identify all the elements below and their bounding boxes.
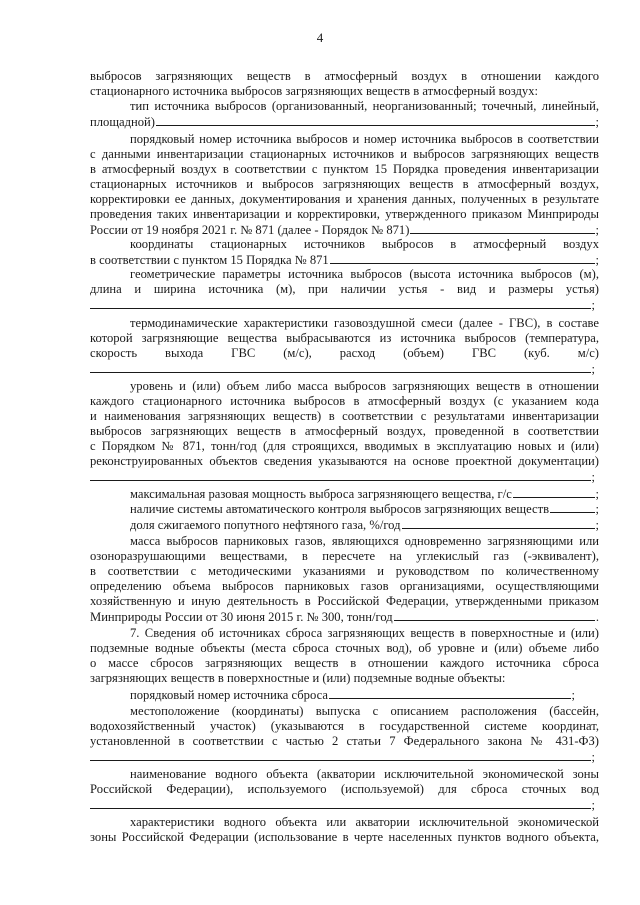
fill-line <box>90 609 599 624</box>
text-line: хозяйственную и иную деятельность в Российской Федерации, утвержденными приказом <box>90 594 599 608</box>
text-line: реконструированных объектов сведения указываются на основе проектной документации) <box>90 454 599 468</box>
text-line: установленной в соответствии с частью 2 статьи 7 Федерального закона № 431-ФЗ) <box>90 734 599 748</box>
text-line: 7. Сведения об источниках сброса загрязняющих веществ в поверхностные и (или) <box>130 626 599 640</box>
blank-underline <box>402 517 595 529</box>
semicolon: ; <box>595 518 599 532</box>
semicolon: ; <box>595 502 599 516</box>
text-line: Российской Федерации), используемого (используемой) для сброса сточных вод <box>90 782 599 796</box>
text-line: проведения таких инвентаризации и корректировки, утвержденного приказом Минприроды <box>90 207 599 221</box>
blank-underline <box>156 114 595 126</box>
fill-line <box>130 687 575 702</box>
blank-line <box>90 469 595 484</box>
text-line: выбросов загрязняющих веществ в атмосферный воздух, проведенной в соответствии <box>90 424 599 438</box>
text-line: площадной) <box>90 115 155 129</box>
semicolon: ; <box>591 798 595 812</box>
text-line: стационарных источников и выбросов загрязняющих веществ в атмосферный воздух, <box>90 177 599 191</box>
semicolon: ; <box>595 487 599 501</box>
fill-line <box>130 486 599 501</box>
blank-underline <box>90 469 591 481</box>
fill-line <box>130 501 599 516</box>
fill-line <box>90 252 599 267</box>
blank-underline <box>90 797 591 809</box>
fill-line <box>90 114 599 129</box>
semicolon: ; <box>591 362 595 376</box>
text-line: России от 19 ноября 2021 г. № 871 (далее - Порядок № 871) <box>90 223 410 237</box>
text-line: подземные водные объекты (места сброса сточных вод), об уровне и (или) объеме либо <box>90 641 599 655</box>
text-line: скорость выхода ГВС (м/с), расход (объем) ГВС (куб. м/с) <box>90 346 599 360</box>
text-line: наименование водного объекта (акватории исключительной экономической зоны <box>130 767 599 781</box>
text-line: наличие системы автоматического контроля выбросов загрязняющих веществ <box>130 502 550 516</box>
semicolon: ; <box>591 470 595 484</box>
text-line: в соответствии с методическими указаниями и руководством по количественному <box>90 564 599 578</box>
blank-underline <box>330 252 595 264</box>
text-line: и наименования загрязняющих веществ) в соответствии с результатами инвентаризации <box>90 409 599 423</box>
text-line: максимальная разовая мощность выброса загрязняющего вещества, г/с <box>130 487 512 501</box>
blank-line <box>90 297 595 312</box>
period: . <box>595 610 599 624</box>
text-line: о массе сбросов загрязняющих веществ в отношении каждого источника сброса <box>90 656 599 670</box>
text-line: выбросов загрязняющих веществ в атмосферный воздух в отношении каждого <box>90 69 599 83</box>
blank-line <box>90 797 595 812</box>
text-line: с Порядком № 871, тонн/год (для строящихся, вводимых в эксплуатацию новых и (или) <box>90 439 599 453</box>
text-line: геометрические параметры источника выбросов (высота источника выбросов (м), <box>130 267 599 281</box>
semicolon: ; <box>591 750 595 764</box>
blank-underline <box>90 297 591 309</box>
text-line: водохозяйственный участок) (указываются в государственной системе координат, <box>90 719 599 733</box>
text-line: доля сжигаемого попутного нефтяного газа, %/год <box>130 518 401 532</box>
semicolon: ; <box>595 115 599 129</box>
page-number: 4 <box>316 30 324 45</box>
semicolon: ; <box>595 253 599 267</box>
text-line: которой загрязняющие вещества выбрасываются из источника выбросов (температура, <box>90 331 599 345</box>
blank-underline <box>90 749 591 761</box>
text-line: каждого стационарного источника выбросов в атмосферный воздух (с указанием кода <box>90 394 599 408</box>
text-line: определению объема выбросов парниковых газов организациями, осуществляющими <box>90 579 599 593</box>
semicolon: ; <box>591 298 595 312</box>
semicolon: ; <box>571 688 575 702</box>
text-line: тип источника выбросов (организованный, неорганизованный; точечный, линейный, <box>130 99 599 113</box>
text-line: загрязняющих веществ в поверхностные и (или) подземные водные объекты: <box>90 671 506 685</box>
blank-underline <box>329 687 571 699</box>
blank-underline <box>550 501 594 513</box>
blank-underline <box>90 361 591 373</box>
fill-line <box>90 222 599 237</box>
blank-line <box>90 361 595 376</box>
text-line: длина и ширина источника (м), при наличии устья - вид и размеры устья) <box>90 282 599 296</box>
text-line: координаты стационарных источников выбросов в атмосферный воздух <box>130 237 599 251</box>
text-line: характеристики водного объекта или акватории исключительной экономической <box>130 815 599 829</box>
text-line: с данными инвентаризации стационарных источников и выбросов загрязняющих веществ <box>90 147 599 161</box>
blank-underline <box>410 222 594 234</box>
text-line: в атмосферный воздух в соответствии с пунктом 15 Порядка проведения инвентаризации <box>90 162 599 176</box>
blank-underline <box>513 486 595 498</box>
blank-line <box>90 749 595 764</box>
text-line: зоны Российской Федерации (использование в черте населенных пунктов водного объекта, <box>90 830 599 844</box>
text-line: стационарного источника выбросов загрязняющих веществ в атмосферный воздух: <box>90 84 538 98</box>
text-line: корректировки ее данных, документирования и хранения данных, полученных в результате <box>90 192 599 206</box>
fill-line <box>130 517 599 532</box>
text-line: Минприроды России от 30 июня 2015 г. № 300, тонн/год <box>90 610 393 624</box>
semicolon: ; <box>595 223 599 237</box>
blank-underline <box>394 609 595 621</box>
text-line: порядковый номер источника выбросов и номер источника выбросов в соответствии <box>130 132 599 146</box>
text-line: порядковый номер источника сброса <box>130 688 328 702</box>
text-line: уровень и (или) объем либо масса выбросов загрязняющих веществ в отношении <box>130 379 599 393</box>
text-line: термодинамические характеристики газовоздушной смеси (далее - ГВС), в составе <box>130 316 599 330</box>
text-line: в соответствии с пунктом 15 Порядка № 871 <box>90 253 329 267</box>
text-line: озоноразрушающими веществами, в пересчете на углекислый газ (-эквивалент), <box>90 549 599 563</box>
text-line: масса выбросов парниковых газов, являющихся одновременно загрязняющими или <box>130 534 599 548</box>
text-line: местоположение (координаты) выпуска с описанием расположения (бассейн, <box>130 704 599 718</box>
